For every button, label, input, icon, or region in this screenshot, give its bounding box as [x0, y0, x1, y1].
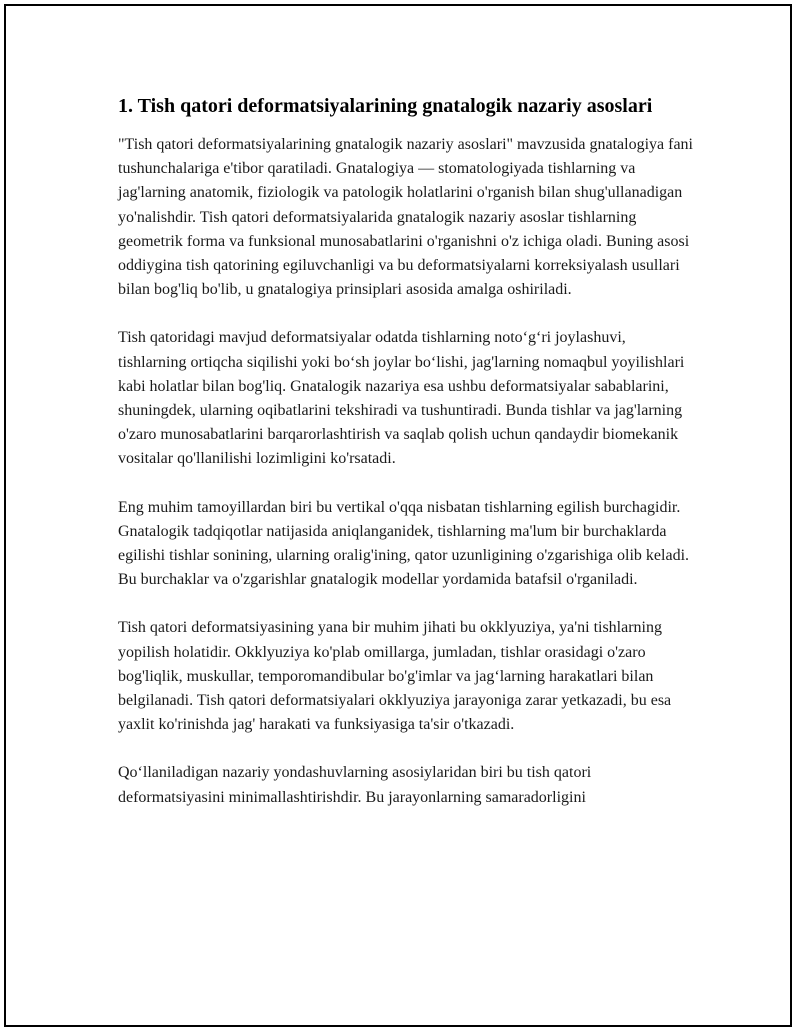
- paragraph-2: Tish qatoridagi mavjud deformatsiyalar odatda tishlarning noto‘g‘ri joylashuvi, tishlarning ortiqcha siqilishi yoki bo‘sh joylar bo‘lishi, jag'larning nomaqbul yoyilishlari kabi holatlar bilan bog'liq. Gnatalogik nazariya esa ushbu deformatsiyalar sabablarini, shuningdek, ularning oqibatlarini tekshiradi va tushuntiradi. Bunda tishlar va jag'larning o'zaro munosabatlarini barqarorlashtirish va saqlab qolish uchun qandaydir biomekanik vositalar qo'llanilishi lozimligini ko'rsatadi.: [118, 329, 685, 468]
- page-title: 1. Tish qatori deformatsiyalarining gnatalogik nazariy asoslari: [118, 95, 653, 117]
- paragraph-4: Tish qatori deformatsiyasining yana bir muhim jihati bu okklyuziya, ya'ni tishlarning yopilish holatidir. Okklyuziya ko'plab omillarga, jumladan, tishlar orasidagi o'zaro bog'liqlik, muskullar, temporomandibular bo'g'imlar va jag‘larning harakatlari bilan belgilanadi. Tish qatori deformatsiyalari okklyuziya jarayoniga zarar yetkazadi, bu esa yaxlit ko'rinishda jag' harakati va funksiyasiga ta'sir o'tkazadi.: [118, 619, 672, 734]
- paragraph-3: Eng muhim tamoyillardan biri bu vertikal o'qqa nisbatan tishlarning egilish burchagidir. Gnatalogik tadqiqotlar natijasida aniqlanganidek, tishlarning ma'lum bir burchaklarda egilishi tishlar sonining, ularning oralig'ining, qator uzunligining o'zgarishiga olib keladi. Bu burchaklar va o'zgarishlar gnatalogik modellar yordamida batafsil o'rganiladi.: [118, 498, 690, 589]
- paragraph-1: "Tish qatori deformatsiyalarining gnatalogik nazariy asoslari" mavzusida gnatalogiya fani tushunchalariga e'tibor qaratiladi. Gnatalogiya — stomatologiyada tishlarning va jag'larning anatomik, fiziologik va patologik holatlarini o'rganish bilan shug'ullanadigan yo'nalishdir. Tish qatori deformatsiyalarida gnatalogik nazariy asoslar tishlarning geometrik forma va funksional munosabatlarini o'rganishni o'z ichiga oladi. Buning asosi oddiygina tish qatorining egiluvchanligi va bu deformatsiyalarni korreksiyalash usullari bilan bog'liq bo'lib, u gnatalogiya prinsiplari asosida amalga oshiriladi.: [118, 136, 693, 299]
- document-body: [118, 92, 698, 834]
- paragraph-5: Qo‘llaniladigan nazariy yondashuvlarning asosiylaridan biri bu tish qatori deformatsiyasini minimallashtirishdir. Bu jarayonlarning samaradorligini: [118, 764, 592, 806]
